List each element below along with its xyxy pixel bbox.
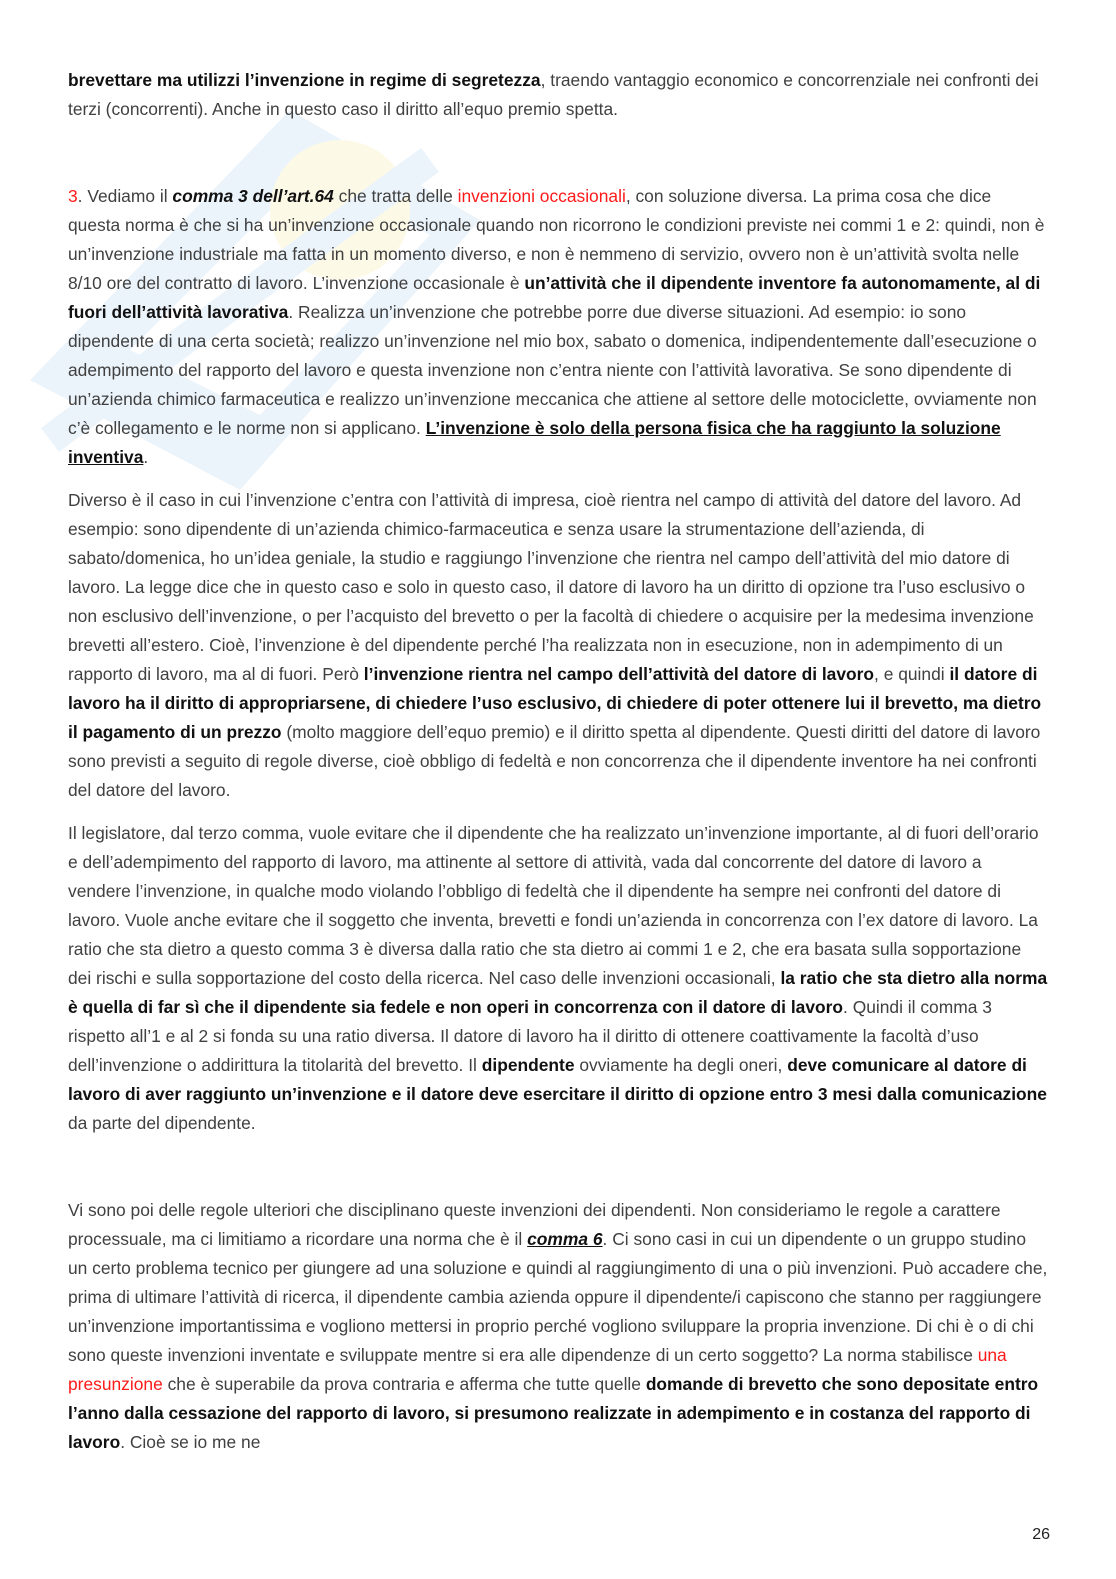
text-segment: domande di brevetto che sono depositate entro l’anno dalla cessazione del rapporto di lavoro, si presumono realizzate in adempimento e in costanza del rapporto di lavoro: [68, 1374, 1039, 1452]
text-segment: deve comunicare al datore di lavoro di aver raggiunto un’invenzione e il datore deve esercitare il diritto di opzione entro 3 mesi dalla comunicazione: [68, 1055, 1047, 1104]
text-segment: . Cioè se io me ne: [120, 1432, 261, 1452]
text-segment: invenzioni occasionali: [457, 186, 626, 206]
text-segment: l’invenzione rientra nel campo dell’attività del datore di lavoro: [363, 664, 875, 684]
text-segment: comma 3 dell’art.64: [172, 186, 334, 206]
text-segment: brevettare ma utilizzi l’invenzione in regime di segretezza: [68, 70, 541, 90]
paragraph-3: [68, 819, 1048, 1138]
text-segment: da parte del dipendente.: [68, 1113, 256, 1133]
text-segment: , e quindi: [874, 664, 950, 684]
paragraph-1: [68, 182, 1048, 472]
text-segment: un’attività che il dipendente inventore fa autonomamente, al di fuori dell’attività lavorativa: [68, 273, 1041, 322]
text-segment: . Quindi il comma 3 rispetto all’1 e al 2 si fonda su una ratio diversa. Il datore di lavoro ha il diritto di ottenere coattivamente la facoltà d’uso dell’invenzione o addirittura la titolarità del brevetto. Il: [68, 997, 992, 1075]
text-segment: Il legislatore, dal terzo comma, vuole evitare che il dipendente che ha realizzato un’invenzione importante, al di fuori dell’orario e dell’adempimento del rapporto di lavoro, ma attinente al settore di attività, vada dal concorrente del datore di lavoro a vendere l’invenzione, in qualche modo violando l’obbligo di fedeltà che il dipendente ha sempre nei confronti del datore di lavoro. Vuole anche evitare che il soggetto che inventa, brevetti e fondi un’azienda in concorrenza con l’ex datore di lavoro. La ratio che sta dietro a questo comma 3 è diversa dalla ratio che sta dietro ai commi 1 e 2, che era basata sulla sopportazione dei rischi e sulla sopportazione del costo della ricerca. Nel caso delle invenzioni occasionali,: [68, 823, 1039, 988]
text-segment: il datore di lavoro ha il diritto di appropriarsene, di chiedere l’uso esclusivo, di chiedere di poter ottenere lui il brevetto, ma dietro il pagamento di un prezzo: [68, 664, 1042, 742]
text-segment: che tratta delle: [333, 186, 458, 206]
text-segment: . Realizza un’invenzione che potrebbe porre due diverse situazioni. Ad esempio: io sono dipendente di una certa società; realizzo un’invenzione nel mio box, sabato o domenica, indipendentemente dall’esecuzione o adempimento del rapporto del lavoro e questa invenzione non c’entra niente con l’attività lavorativa. Se sono dipendente di un’azienda chimico farmaceutica e realizzo un’invenzione meccanica che attiene al settore delle motociclette, ovviamente non c’è collegamento e le norme non si applicano.: [68, 302, 1037, 438]
text-segment: che è superabile da prova contraria e afferma che tutte quelle: [162, 1374, 646, 1394]
text-segment: , con soluzione diversa. La prima cosa che dice questa norma è che si ha un’invenzione occasionale quando non ricorrono le condizioni previste nei commi 1 e 2: quindi, non è un’invenzione industriale ma fatta in un momento diverso, e non è nemmeno di servizio, ovvero non è un’attività svolta nelle 8/10 ore del contratto di lavoro. L’invenzione occasionale è: [68, 186, 1045, 293]
paragraph-0: [68, 66, 1048, 124]
document-body: [68, 66, 1048, 1457]
text-segment: una presunzione: [68, 1345, 1007, 1394]
page-number: 26: [1032, 1526, 1050, 1543]
text-segment: . Vediamo il: [77, 186, 173, 206]
text-segment: comma 6: [527, 1229, 603, 1249]
text-segment: 3: [68, 186, 78, 206]
text-segment: (molto maggiore dell’equo premio) e il diritto spetta al dipendente. Questi diritti del datore di lavoro sono previsti a seguito di regole diverse, cioè obbligo di fedeltà e non concorrenza che il dipendente inventore ha nei confronti del datore del lavoro.: [68, 722, 1041, 800]
text-segment: Diverso è il caso in cui l’invenzione c’entra con l’attività di impresa, cioè rientra nel campo di attività del datore del lavoro. Ad esempio: sono dipendente di un’azienda chimico-farmaceutica e senza usare la strumentazione dell’azienda, di sabato/domenica, ho un’idea geniale, la studio e raggiungo l’invenzione che rientra nel campo dell’attività del mio datore di lavoro. La legge dice che in questo caso e solo in questo caso, il datore di lavoro ha un diritto di opzione tra l’uso esclusivo o non esclusivo dell’invenzione, o per l’acquisto del brevetto o per la facoltà di chiedere o acquisire per la medesima invenzione brevetti all’estero. Cioè, l’invenzione è del dipendente perché l’ha realizzata non in esecuzione, non in adempimento di un rapporto di lavoro, ma al di fuori. Però: [68, 490, 1034, 684]
text-segment: L’invenzione è solo della persona fisica che ha raggiunto la soluzione inventiva: [68, 418, 1001, 467]
text-segment: , traendo vantaggio economico e concorrenziale nei confronti dei terzi (concorrenti). Anche in questo caso il diritto all’equo premio spetta.: [68, 70, 1039, 119]
text-segment: Vi sono poi delle regole ulteriori che disciplinano queste invenzioni dei dipendenti. Non consideriamo le regole a carattere processuale, ma ci limitiamo a ricordare una norma che è il: [68, 1200, 1001, 1249]
text-segment: la ratio che sta dietro alla norma è quella di far sì che il dipendente sia fedele e non operi in concorrenza con il datore di lavoro: [68, 968, 1048, 1017]
text-segment: . Ci sono casi in cui un dipendente o un gruppo studino un certo problema tecnico per giungere ad una soluzione e quindi al raggiungimento di una o più invenzioni. Può accadere che, prima di ultimare l’attività di ricerca, il dipendente cambia azienda oppure il dipendente/i capiscono che stanno per raggiungere un’invenzione importantissima e vogliono mettersi in proprio perché vogliono sviluppare la propria invenzione. Di chi è o di chi sono queste invenzioni inventate e sviluppate mentre si era alle dipendenze di un certo soggetto? La norma stabilisce: [68, 1229, 1048, 1365]
text-segment: dipendente: [481, 1055, 575, 1075]
paragraph-4: [68, 1196, 1048, 1457]
paragraph-2: [68, 486, 1048, 805]
text-segment: ovviamente ha degli oneri,: [574, 1055, 788, 1075]
text-segment: .: [143, 447, 149, 467]
